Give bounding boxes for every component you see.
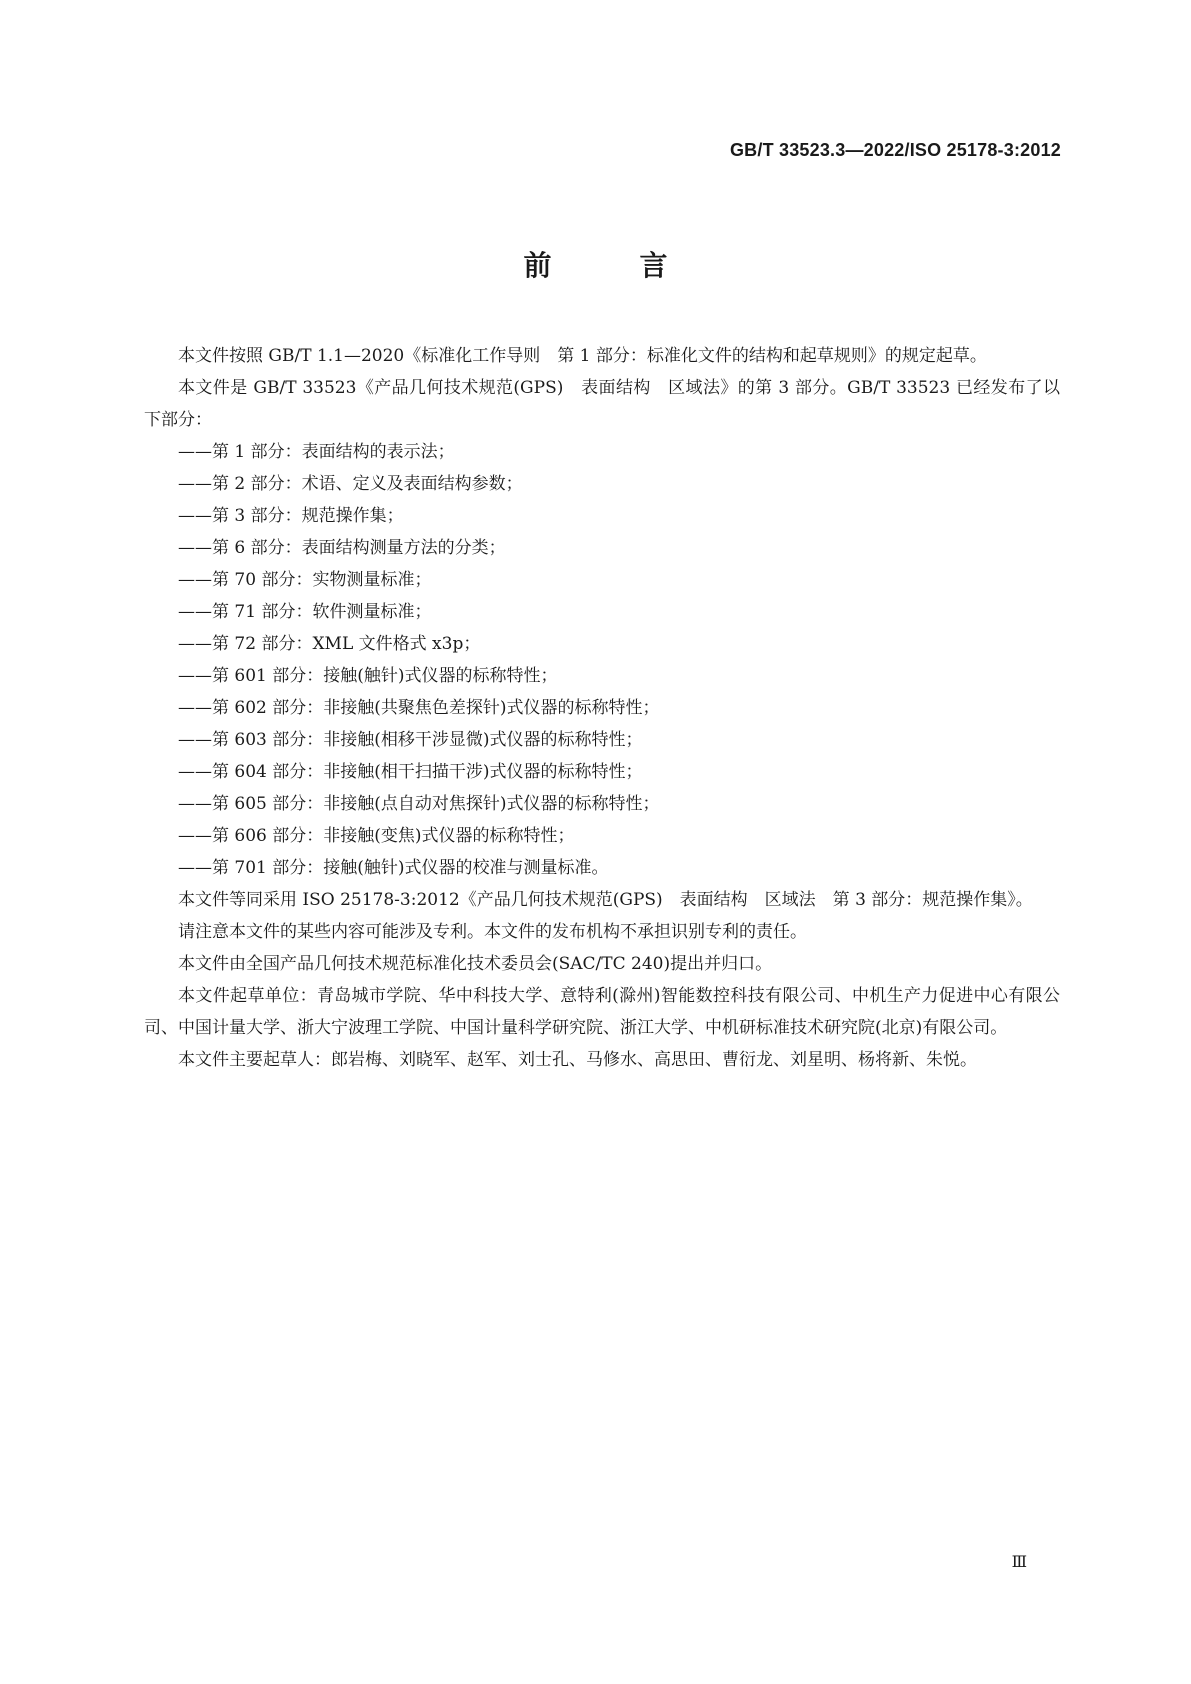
list-item: ——第 603 部分：非接触(相移干涉显微)式仪器的标称特性； bbox=[178, 730, 643, 750]
list-item: ——第 701 部分：接触(触针)式仪器的校准与测量标准。 bbox=[178, 858, 609, 878]
list-item: ——第 72 部分：XML 文件格式 x3p； bbox=[178, 634, 481, 654]
title-char-2: 言 bbox=[639, 249, 668, 282]
list-item: ——第 1 部分：表面结构的表示法； bbox=[178, 442, 455, 462]
page-number: Ⅲ bbox=[1011, 1554, 1027, 1571]
paragraph-equivalence: 本文件等同采用 ISO 25178-3:2012《产品几何技术规范(GPS) 表面结构 区域法 第 3 部分：规范操作集》。 bbox=[178, 890, 1033, 910]
list-item: ——第 2 部分：术语、定义及表面结构参数； bbox=[178, 474, 523, 494]
paragraph-series-intro: 本文件是 GB/T 33523《产品几何技术规范(GPS) 表面结构 区域法》的第 3 部分。GB/T 33523 已经发布了以下部分： bbox=[144, 378, 1060, 430]
list-item: ——第 604 部分：非接触(相干扫描干涉)式仪器的标称特性； bbox=[178, 762, 643, 782]
list-item: ——第 70 部分：实物测量标准； bbox=[178, 570, 432, 590]
title-char-1: 前 bbox=[523, 249, 552, 282]
published-parts-list bbox=[144, 436, 1060, 884]
list-item: ——第 71 部分：软件测量标准； bbox=[178, 602, 432, 622]
list-item: ——第 601 部分：接触(触针)式仪器的标称特性； bbox=[178, 666, 558, 686]
paragraph-drafting-units: 本文件起草单位：青岛城市学院、华中科技大学、意特利(滁州)智能数控科技有限公司、中机生产力促进中心有限公司、中国计量大学、浙大宁波理工学院、中国计量科学研究院、浙江大学、中机研标准技术研究院(北京)有限公司。 bbox=[144, 986, 1060, 1038]
page-title bbox=[0, 244, 1191, 284]
list-item: ——第 602 部分：非接触(共聚焦色差探针)式仪器的标称特性； bbox=[178, 698, 660, 718]
foreword-body bbox=[144, 340, 1060, 1076]
paragraph-committee: 本文件由全国产品几何技术规范标准化技术委员会(SAC/TC 240)提出并归口。 bbox=[178, 954, 773, 974]
list-item: ——第 6 部分：表面结构测量方法的分类； bbox=[178, 538, 506, 558]
paragraph-drafters: 本文件主要起草人：郎岩梅、刘晓军、赵军、刘士孔、马修水、高思田、曹衍龙、刘星明、杨将新、朱悦。 bbox=[178, 1050, 977, 1070]
paragraph-patent-notice: 请注意本文件的某些内容可能涉及专利。本文件的发布机构不承担识别专利的责任。 bbox=[178, 922, 807, 942]
list-item: ——第 606 部分：非接触(变焦)式仪器的标称特性； bbox=[178, 826, 575, 846]
standard-code: GB/T 33523.3—2022/ISO 25178-3:2012 bbox=[729, 140, 1061, 160]
list-item: ——第 3 部分：规范操作集； bbox=[178, 506, 404, 526]
paragraph-drafting-rules: 本文件按照 GB/T 1.1—2020《标准化工作导则 第 1 部分：标准化文件的结构和起草规则》的规定起草。 bbox=[178, 346, 987, 366]
list-item: ——第 605 部分：非接触(点自动对焦探针)式仪器的标称特性； bbox=[178, 794, 660, 814]
